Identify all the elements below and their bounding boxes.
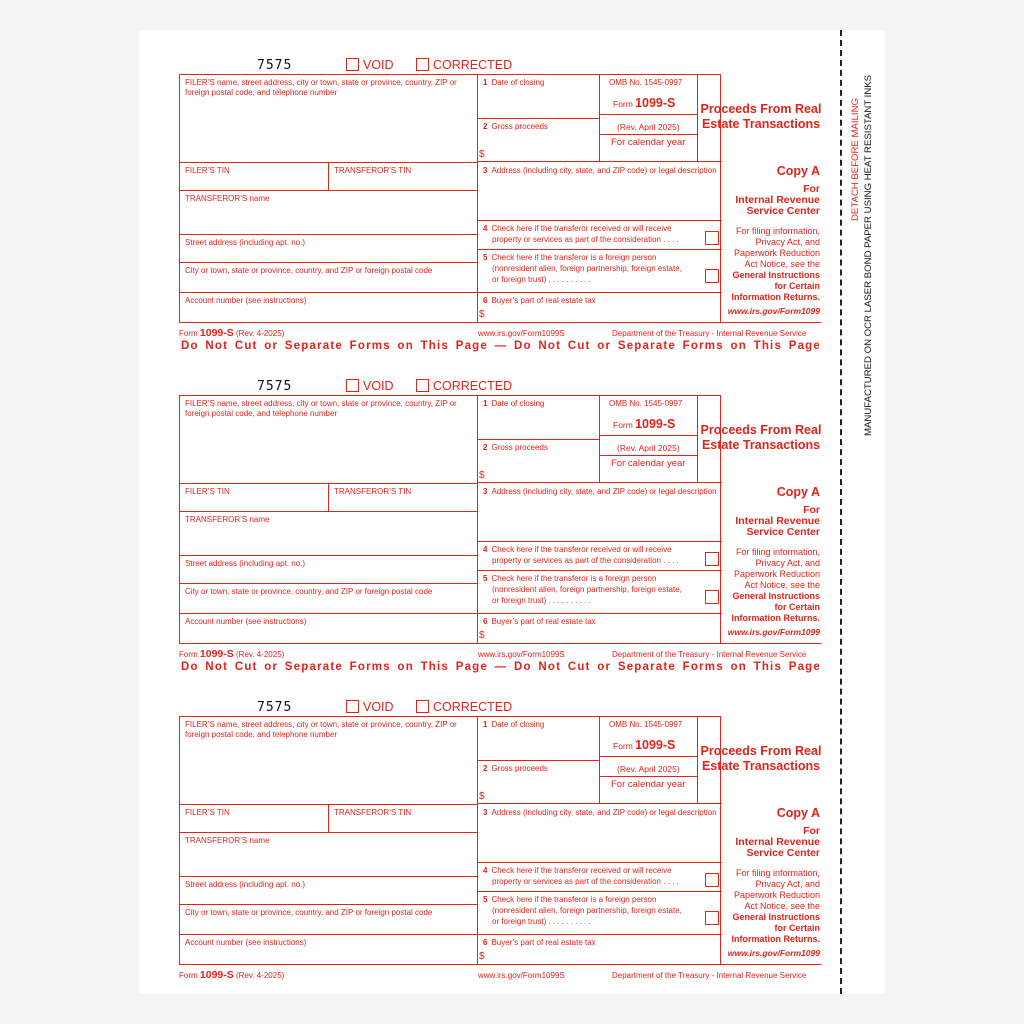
rule (599, 435, 698, 436)
filing-line: Paperwork Reduction (733, 890, 820, 900)
copy-a-label: Copy A (776, 806, 820, 820)
box5-line-2: (nonresident alien, foreign partnership, foreign estate, (492, 906, 682, 915)
box4-number: 4 (483, 866, 488, 875)
for-irs-block (723, 505, 820, 538)
rule (599, 756, 698, 757)
form-1099s-copy (179, 379, 822, 695)
box6-number: 6 (483, 938, 488, 947)
box2-text: Gross proceeds (491, 443, 548, 452)
box1-text: Date of closing (491, 399, 545, 408)
transferor-name-label: TRANSFEROR’S name (185, 194, 270, 203)
for-line: For (803, 504, 820, 516)
filing-info-block (719, 226, 820, 303)
box3-number: 3 (483, 166, 488, 175)
box6-dollar: $ (479, 951, 485, 962)
irs-line: Internal Revenue (735, 194, 820, 206)
rev-date: (Rev. April 2025) (617, 122, 680, 132)
box2-text: Gross proceeds (491, 122, 548, 131)
rule (477, 760, 600, 761)
service-center-line: Service Center (746, 847, 820, 859)
box3-text: Address (including city, state, and ZIP code) or legal description (491, 487, 717, 496)
rule (599, 455, 698, 456)
corrected-box[interactable] (416, 58, 429, 71)
calendar-year-label: For calendar year (611, 458, 686, 469)
corrected-checkbox[interactable] (416, 58, 512, 72)
footer-rev: (Rev. 4-2025) (236, 971, 285, 980)
detach-notice: DETACH BEFORE MAILING (850, 98, 861, 221)
filing-line: Paperwork Reduction (733, 569, 820, 579)
filer-tin-label: FILER’S TIN (185, 487, 230, 496)
form-footer-id (179, 969, 284, 981)
box3-label (483, 166, 717, 176)
rule (179, 904, 478, 905)
box1-text: Date of closing (491, 720, 545, 729)
rule (477, 482, 722, 483)
filer-tin-label: FILER’S TIN (185, 808, 230, 817)
box4-line-2: property or services as part of the consideration . . . . (492, 235, 679, 244)
instructions-line: Information Returns. (731, 613, 820, 623)
perforation-line (840, 30, 842, 994)
box5-checkbox[interactable] (705, 590, 719, 604)
irs-url[interactable]: www.irs.gov/Form1099 (727, 948, 820, 958)
title-line-2: Estate Transactions (701, 759, 821, 773)
box6-number: 6 (483, 617, 488, 626)
form-id (613, 740, 675, 752)
rule (477, 570, 722, 571)
box6-number: 6 (483, 296, 488, 305)
form-word: Form (613, 741, 633, 751)
corrected-checkbox[interactable] (416, 379, 512, 393)
for-irs-block (723, 184, 820, 217)
box2-label (483, 764, 548, 774)
transferor-tin-label: TRANSFEROR’S TIN (334, 808, 412, 817)
box3-label (483, 487, 717, 497)
rule (328, 483, 329, 512)
omb-number: OMB No. 1545-0997 (609, 720, 683, 729)
for-irs-block (723, 826, 820, 859)
box1-label (483, 720, 544, 730)
box3-number: 3 (483, 487, 488, 496)
form-footer-id (179, 648, 284, 660)
service-center-line: Service Center (746, 526, 820, 538)
filing-line: Paperwork Reduction (733, 248, 820, 258)
form-1099s-copy (179, 700, 822, 1016)
form-word: Form (613, 99, 633, 109)
rule (477, 934, 722, 935)
void-label: VOID (363, 379, 394, 393)
corrected-box[interactable] (416, 379, 429, 392)
omb-number: OMB No. 1545-0997 (609, 399, 683, 408)
filing-line: Act Notice, see the (744, 901, 820, 911)
box5-line-2: (nonresident alien, foreign partnership, foreign estate, (492, 585, 682, 594)
rule (477, 716, 478, 965)
calendar-year-label: For calendar year (611, 779, 686, 790)
box4-line-1 (483, 866, 672, 876)
rule (477, 803, 722, 804)
box2-dollar: $ (479, 791, 485, 802)
omb-number: OMB No. 1545-0997 (609, 78, 683, 87)
void-label: VOID (363, 58, 394, 72)
box6-dollar: $ (479, 309, 485, 320)
service-center-line: Service Center (746, 205, 820, 217)
corrected-label: CORRECTED (433, 379, 513, 393)
title-line-1: Proceeds From Real (700, 102, 822, 116)
form-id (613, 98, 675, 110)
box5-line-3: or foreign trust) . . . . . . . . . . (492, 596, 591, 605)
instructions-line: for Certain (774, 281, 820, 291)
rule (477, 395, 478, 644)
rule (179, 292, 478, 293)
city-label: City or town, state or province, country, and ZIP or foreign postal code (185, 587, 433, 596)
corrected-box[interactable] (416, 700, 429, 713)
footer-url[interactable]: www.irs.gov/Form1099S (478, 329, 565, 338)
street-label: Street address (including apt. no.) (185, 238, 306, 247)
box6-label (483, 938, 596, 948)
instructions-line: Information Returns. (731, 934, 820, 944)
footer-form-number: 1099-S (199, 648, 234, 660)
box4-line-1 (483, 545, 672, 555)
transferor-name-label: TRANSFEROR’S name (185, 515, 270, 524)
rule (599, 776, 698, 777)
form-code: 7575 (257, 379, 293, 394)
box5-number: 5 (483, 895, 488, 904)
instructions-line: General Instructions (732, 270, 820, 280)
box5-line-1 (483, 574, 656, 584)
form-footer-id (179, 327, 284, 339)
form-code: 7575 (257, 700, 293, 715)
box2-number: 2 (483, 122, 488, 131)
box5-line-1 (483, 253, 656, 263)
corrected-checkbox[interactable] (416, 700, 512, 714)
form-code: 7575 (257, 58, 293, 73)
box1-number: 1 (483, 720, 488, 729)
void-box[interactable] (346, 58, 359, 71)
box6-text: Buyer’s part of real estate tax (491, 617, 596, 626)
irs-url[interactable]: www.irs.gov/Form1099 (727, 306, 820, 316)
box4-line-2: property or services as part of the consideration . . . . (492, 877, 679, 886)
rule (599, 134, 698, 135)
do-not-cut-banner: Do Not Cut or Separate Forms on This Page — Do Not Cut or Separate Forms on This Page (181, 340, 821, 352)
side-margin-text (849, 74, 883, 434)
rule (179, 832, 478, 833)
box5-text-1: Check here if the transferor is a foreign person (491, 574, 657, 583)
account-label: Account number (see instructions) (185, 296, 307, 305)
void-checkbox[interactable] (346, 379, 394, 393)
title-line-1: Proceeds From Real (700, 744, 822, 758)
rule (179, 190, 478, 191)
rev-date: (Rev. April 2025) (617, 443, 680, 453)
filing-line: Privacy Act, and (755, 237, 820, 247)
void-label: VOID (363, 700, 394, 714)
form-title (699, 744, 823, 774)
rule (328, 162, 329, 191)
rule (179, 934, 478, 935)
box6-text: Buyer’s part of real estate tax (491, 296, 596, 305)
bottom-rule (179, 322, 821, 323)
instructions-line: for Certain (774, 602, 820, 612)
box2-label (483, 122, 548, 132)
rule (477, 613, 722, 614)
footer-form-number: 1099-S (199, 969, 234, 981)
box4-text-1: Check here if the transferor received or will receive (491, 224, 672, 233)
box2-number: 2 (483, 443, 488, 452)
title-line-1: Proceeds From Real (700, 423, 822, 437)
irs-line: Internal Revenue (735, 515, 820, 527)
account-label: Account number (see instructions) (185, 617, 307, 626)
rule (477, 249, 722, 250)
filing-line: Privacy Act, and (755, 879, 820, 889)
instructions-line: General Instructions (732, 912, 820, 922)
calendar-year-label: For calendar year (611, 137, 686, 148)
title-line-2: Estate Transactions (701, 438, 821, 452)
box4-text-1: Check here if the transferor received or will receive (491, 545, 672, 554)
form-word: Form (613, 420, 633, 430)
filing-line: For filing information, (735, 547, 820, 557)
instructions-line: General Instructions (732, 591, 820, 601)
box2-text: Gross proceeds (491, 764, 548, 773)
footer-form-word: Form (179, 971, 198, 980)
box5-number: 5 (483, 253, 488, 262)
rule (477, 161, 722, 162)
box2-number: 2 (483, 764, 488, 773)
footer-rev: (Rev. 4-2025) (236, 329, 285, 338)
bottom-rule (179, 964, 821, 965)
box1-label (483, 78, 544, 88)
footer-form-number: 1099-S (199, 327, 234, 339)
form-title (699, 102, 823, 132)
rule (599, 114, 698, 115)
box5-checkbox[interactable] (705, 911, 719, 925)
filer-name-label: FILER’S name, street address, city or town, state or province, country, ZIP or foreign postal code, and telephone number (185, 78, 457, 97)
footer-department: Department of the Treasury - Internal Revenue Service (612, 650, 807, 659)
rule (477, 292, 722, 293)
footer-url[interactable]: www.irs.gov/Form1099S (478, 971, 565, 980)
rule (179, 876, 478, 877)
box2-label (483, 443, 548, 453)
instructions-line: Information Returns. (731, 292, 820, 302)
filer-name-label: FILER’S name, street address, city or town, state or province, country, ZIP or foreign postal code, and telephone number (185, 399, 457, 418)
irs-line: Internal Revenue (735, 836, 820, 848)
void-checkbox[interactable] (346, 700, 394, 714)
box4-number: 4 (483, 545, 488, 554)
rev-date: (Rev. April 2025) (617, 764, 680, 774)
account-label: Account number (see instructions) (185, 938, 307, 947)
filing-line: For filing information, (735, 868, 820, 878)
rule (477, 891, 722, 892)
filing-line: For filing information, (735, 226, 820, 236)
rule (179, 511, 478, 512)
for-line: For (803, 183, 820, 195)
rule (179, 262, 478, 263)
box5-text-1: Check here if the transferor is a foreign person (491, 895, 657, 904)
bottom-rule (179, 643, 821, 644)
rule (179, 234, 478, 235)
filing-line: Act Notice, see the (744, 259, 820, 269)
form-title (699, 423, 823, 453)
footer-department: Department of the Treasury - Internal Revenue Service (612, 971, 807, 980)
rule (477, 74, 478, 323)
form-number: 1099-S (635, 96, 676, 110)
void-box[interactable] (346, 379, 359, 392)
box4-checkbox[interactable] (705, 552, 719, 566)
box6-dollar: $ (479, 630, 485, 641)
corrected-label: CORRECTED (433, 58, 513, 72)
rule (477, 862, 722, 863)
transferor-tin-label: TRANSFEROR’S TIN (334, 166, 412, 175)
form-number: 1099-S (635, 738, 676, 752)
footer-form-word: Form (179, 329, 198, 338)
filing-line: Act Notice, see the (744, 580, 820, 590)
footer-department: Department of the Treasury - Internal Revenue Service (612, 329, 807, 338)
rule (328, 804, 329, 833)
box6-label (483, 296, 596, 306)
box5-line-1 (483, 895, 656, 905)
box1-number: 1 (483, 399, 488, 408)
form-id (613, 419, 675, 431)
filing-info-block (719, 547, 820, 624)
footer-rev: (Rev. 4-2025) (236, 650, 285, 659)
street-label: Street address (including apt. no.) (185, 880, 306, 889)
box4-line-2: property or services as part of the consideration . . . . (492, 556, 679, 565)
void-box[interactable] (346, 700, 359, 713)
footer-form-word: Form (179, 650, 198, 659)
box1-text: Date of closing (491, 78, 545, 87)
box3-label (483, 808, 717, 818)
instructions-line: for Certain (774, 923, 820, 933)
box5-number: 5 (483, 574, 488, 583)
manufacture-notice: MANUFACTURED ON OCR LASER BOND PAPER USING HEAT RESISTANT INKS (863, 74, 874, 436)
box6-label (483, 617, 596, 627)
box4-checkbox[interactable] (705, 873, 719, 887)
filing-info-block (719, 868, 820, 945)
form-number: 1099-S (635, 417, 676, 431)
void-checkbox[interactable] (346, 58, 394, 72)
corrected-label: CORRECTED (433, 700, 513, 714)
box5-checkbox[interactable] (705, 269, 719, 283)
transferor-name-label: TRANSFEROR’S name (185, 836, 270, 845)
box6-text: Buyer’s part of real estate tax (491, 938, 596, 947)
box3-text: Address (including city, state, and ZIP code) or legal description (491, 166, 717, 175)
rule (179, 555, 478, 556)
street-label: Street address (including apt. no.) (185, 559, 306, 568)
transferor-tin-label: TRANSFEROR’S TIN (334, 487, 412, 496)
box1-number: 1 (483, 78, 488, 87)
copy-a-label: Copy A (776, 164, 820, 178)
city-label: City or town, state or province, country, and ZIP or foreign postal code (185, 266, 433, 275)
box5-line-2: (nonresident alien, foreign partnership, foreign estate, (492, 264, 682, 273)
box3-text: Address (including city, state, and ZIP code) or legal description (491, 808, 717, 817)
box2-dollar: $ (479, 470, 485, 481)
box4-line-1 (483, 224, 672, 234)
copy-a-label: Copy A (776, 485, 820, 499)
box5-text-1: Check here if the transferor is a foreign person (491, 253, 657, 262)
rule (477, 541, 722, 542)
irs-url[interactable]: www.irs.gov/Form1099 (727, 627, 820, 637)
box2-dollar: $ (479, 149, 485, 160)
rule (477, 118, 600, 119)
filing-line: Privacy Act, and (755, 558, 820, 568)
rule (477, 220, 722, 221)
for-line: For (803, 825, 820, 837)
box3-number: 3 (483, 808, 488, 817)
filer-name-label: FILER’S name, street address, city or town, state or province, country, ZIP or foreign postal code, and telephone number (185, 720, 457, 739)
filer-tin-label: FILER’S TIN (185, 166, 230, 175)
box4-checkbox[interactable] (705, 231, 719, 245)
title-line-2: Estate Transactions (701, 117, 821, 131)
box4-number: 4 (483, 224, 488, 233)
footer-url[interactable]: www.irs.gov/Form1099S (478, 650, 565, 659)
form-1099s-copy (179, 58, 822, 374)
box4-text-1: Check here if the transferor received or will receive (491, 866, 672, 875)
box5-line-3: or foreign trust) . . . . . . . . . . (492, 917, 591, 926)
city-label: City or town, state or province, country, and ZIP or foreign postal code (185, 908, 433, 917)
rule (179, 583, 478, 584)
box1-label (483, 399, 544, 409)
box5-line-3: or foreign trust) . . . . . . . . . . (492, 275, 591, 284)
rule (179, 613, 478, 614)
do-not-cut-banner: Do Not Cut or Separate Forms on This Page — Do Not Cut or Separate Forms on This Page (181, 661, 821, 673)
rule (477, 439, 600, 440)
